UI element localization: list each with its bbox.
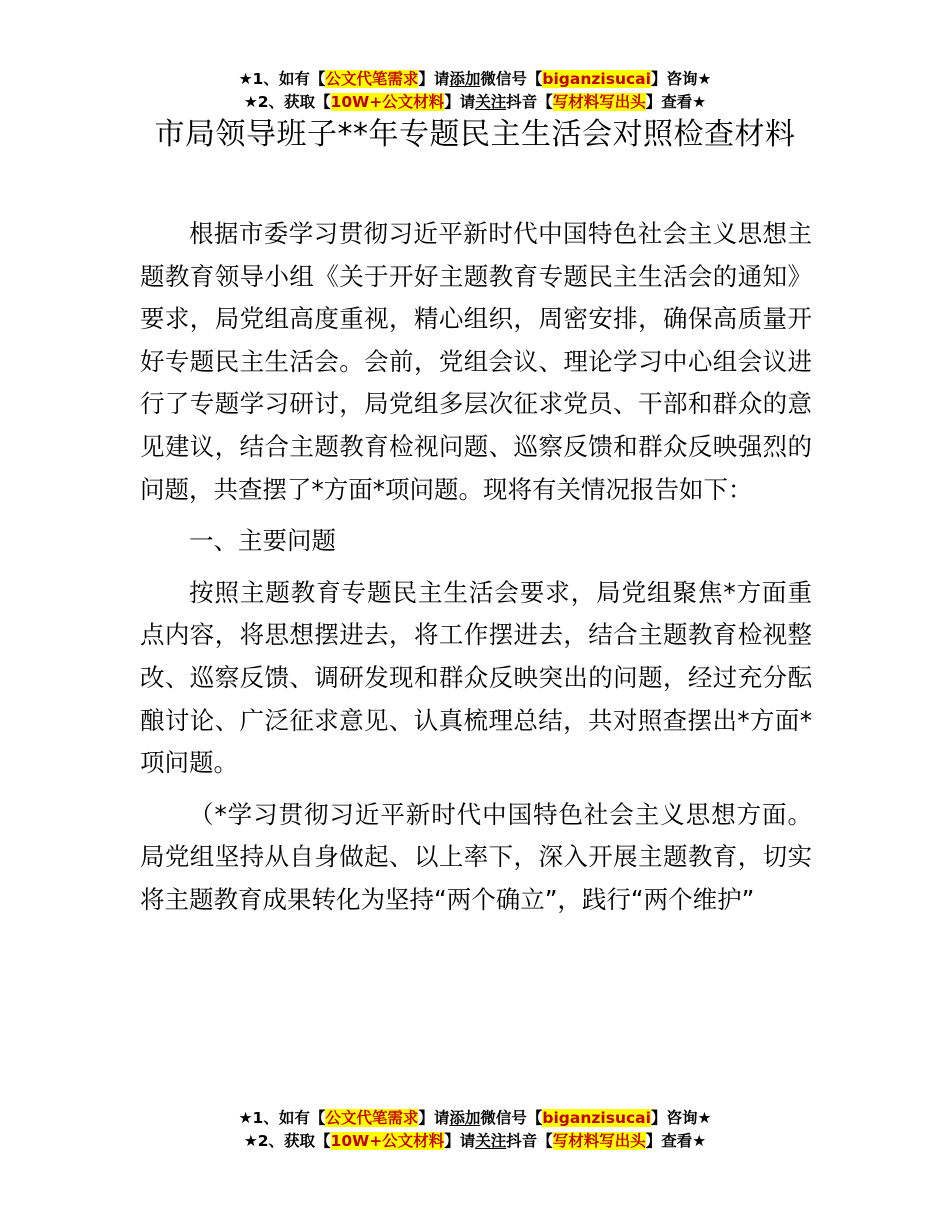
promo-highlight: 10W+公文材料 <box>330 93 445 111</box>
promo-line-1 <box>0 1107 950 1130</box>
promo-text: 抖音【 <box>506 93 553 111</box>
promo-text: 】查看★ <box>645 93 707 111</box>
promo-text: 】请 <box>418 1109 450 1127</box>
promo-text: 】咨询★ <box>650 70 712 88</box>
promo-text: 】咨询★ <box>650 1109 712 1127</box>
promo-underlined-text: 添加 <box>449 70 481 88</box>
promo-highlight: 公文代笔需求 <box>325 1109 419 1127</box>
promo-text: 】请 <box>444 1132 476 1150</box>
document-title: 市局领导班子**年专题民主生活会对照检查材料 <box>154 117 796 152</box>
promo-highlight-douyin: 写材料写出头 <box>552 1132 646 1150</box>
promo-text: 微信号【 <box>480 1109 543 1127</box>
promo-text: 】请 <box>444 93 476 111</box>
intro-paragraph: 根据市委学习贯彻习近平新时代中国特色社会主义思想主题教育领导小组《关于开好主题教育专题民主生活会的通知》要求，局党组高度重视，精心组织，周密安排，确保高质量开好专题民主生活会。会前，党组会议、理论学习中心组会议进行了专题学习研讨，局党组多层次征求党员、干部和群众的意见建议，结合主题教育检视问题、巡察反馈和群众反映强烈的问题，共查摆了*方面*项问题。现将有关情况报告如下： <box>140 219 812 504</box>
promo-highlight: 公文代笔需求 <box>325 70 419 88</box>
promo-text: ★1、如有【 <box>238 1109 326 1127</box>
promo-highlight-wechat: biganzisucai <box>542 70 651 88</box>
promo-underlined-text: 关注 <box>475 1132 507 1150</box>
promo-text: 微信号【 <box>480 70 543 88</box>
promo-banner-bottom <box>0 1107 950 1153</box>
promo-line-1 <box>0 68 950 91</box>
body-paragraph: （*学习贯彻习近平新时代中国特色社会主义思想方面。局党组坚持从自身做起、以上率下，深入开展主题教育，切实将主题教育成果转化为坚持“两个确立”，践行“两个维护” <box>140 799 812 914</box>
promo-highlight-wechat: biganzisucai <box>542 1109 651 1127</box>
promo-text: ★1、如有【 <box>238 70 326 88</box>
promo-highlight: 10W+公文材料 <box>330 1132 445 1150</box>
promo-underlined-text: 添加 <box>449 1109 481 1127</box>
promo-line-2 <box>0 1130 950 1153</box>
promo-text: ★2、获取【 <box>243 1132 331 1150</box>
promo-highlight-douyin: 写材料写出头 <box>552 93 646 111</box>
promo-text: 抖音【 <box>506 1132 553 1150</box>
promo-line-2 <box>0 91 950 114</box>
promo-underlined-text: 关注 <box>475 93 507 111</box>
document-body <box>140 213 812 922</box>
section-heading: 一、主要问题 <box>189 526 336 556</box>
body-paragraph: 按照主题教育专题民主生活会要求，局党组聚焦*方面重点内容，将思想摆进去，将工作摆进去，结合主题教育检视整改、巡察反馈、调研发现和群众反映突出的问题，经过充分酝酿讨论、广泛征求意见、认真梳理总结，共对照查摆出*方面*项问题。 <box>140 577 812 778</box>
promo-banner-top <box>0 68 950 114</box>
promo-text: 】请 <box>418 70 450 88</box>
promo-text: ★2、获取【 <box>243 93 331 111</box>
promo-text: 】查看★ <box>645 1132 707 1150</box>
